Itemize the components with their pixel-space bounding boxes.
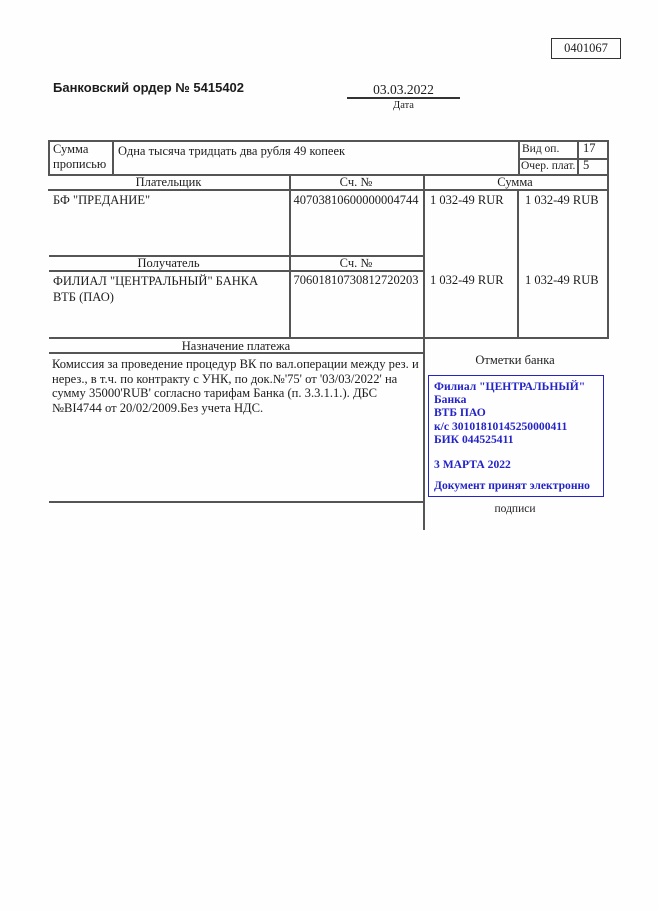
purpose-header: Назначение платежа xyxy=(181,339,291,353)
payment-priority-value: 5 xyxy=(583,158,590,172)
stamp-gap xyxy=(434,446,598,458)
op-type-label: Вид оп. xyxy=(522,143,560,155)
payer-amount-rub: 1 032-49 RUB xyxy=(525,193,599,207)
amount-words-label-line2: прописью xyxy=(53,157,107,171)
form-code-box xyxy=(551,38,621,59)
date-label: Дата xyxy=(393,100,414,111)
account-amount-divider xyxy=(423,174,425,530)
stamp-corr-account: к/с 30101810145250000411 xyxy=(434,419,568,433)
stamp-bank-name-line1: Филиал "ЦЕНТРАЛЬНЫЙ" Банка xyxy=(434,380,586,407)
purpose-line-3: сумму 35000'RUB' согласно тарифам Банка (п. 3.3.1.1.). ДБС xyxy=(52,386,378,401)
recipient-amount-rub: 1 032-49 RUB xyxy=(525,273,599,287)
op-type-left-border xyxy=(518,140,520,176)
stamp-date: 3 МАРТА 2022 xyxy=(434,458,511,472)
stamp-footer: Документ принят электронно xyxy=(434,478,590,492)
recipient-column-header: Получатель xyxy=(137,256,200,270)
signatures-label: подписи xyxy=(494,503,536,515)
purpose-line-1: Комиссия за проведение процедур ВК по вал.операции между рез. и xyxy=(52,357,419,371)
table-right-border xyxy=(607,140,609,339)
payment-priority-label: Очер. плат. xyxy=(521,160,576,172)
purpose-text xyxy=(52,357,427,415)
bank-marks-header: Отметки банка xyxy=(475,353,555,367)
payer-account: 40703810600000004744 xyxy=(293,193,419,207)
payer-column-header: Плательщик xyxy=(135,175,202,189)
document-title: Банковский ордер № 5415402 xyxy=(53,80,245,95)
payer-name: БФ "ПРЕДАНИЕ" xyxy=(53,193,151,207)
amount-words-label-divider xyxy=(112,140,114,176)
bank-stamp xyxy=(428,375,604,497)
recipient-name: ФИЛИАЛ "ЦЕНТРАЛЬНЫЙ" БАНКА ВТБ (ПАО) xyxy=(53,274,259,304)
recipient-account-column-header: Сч. № xyxy=(339,256,373,270)
recipient-amount-rur: 1 032-49 RUR xyxy=(430,273,504,287)
document-date: 03.03.2022 xyxy=(373,82,434,97)
date-underline xyxy=(347,97,460,99)
form-code: 0401067 xyxy=(564,41,608,55)
purpose-line-2: нерез., в т.ч. по контракту с УНК, по док.№'75' от '03/03/2022' на xyxy=(52,371,398,386)
purpose-cell-bottom-border xyxy=(49,501,424,503)
op-type-value-divider xyxy=(577,140,579,176)
purpose-line-4: №ВI4744 от 20/02/2009.Без учета НДС. xyxy=(52,400,264,415)
payer-amount-rur: 1 032-49 RUR xyxy=(430,193,504,207)
amount-currency-divider xyxy=(517,189,519,337)
op-type-value: 17 xyxy=(583,141,596,155)
stamp-bik: БИК 044525411 xyxy=(434,432,514,446)
stamp-bank-name-line2: ВТБ ПАО xyxy=(434,406,486,420)
payer-account-column-header: Сч. № xyxy=(339,175,373,189)
amount-words-left-border xyxy=(48,140,50,176)
recipient-account: 70601810730812720203 xyxy=(293,273,419,287)
amount-words-label-line1: Сумма xyxy=(53,142,89,156)
amount-in-words: Одна тысяча тридцать два рубля 49 копеек xyxy=(118,144,346,158)
amount-column-header: Сумма xyxy=(497,175,533,189)
